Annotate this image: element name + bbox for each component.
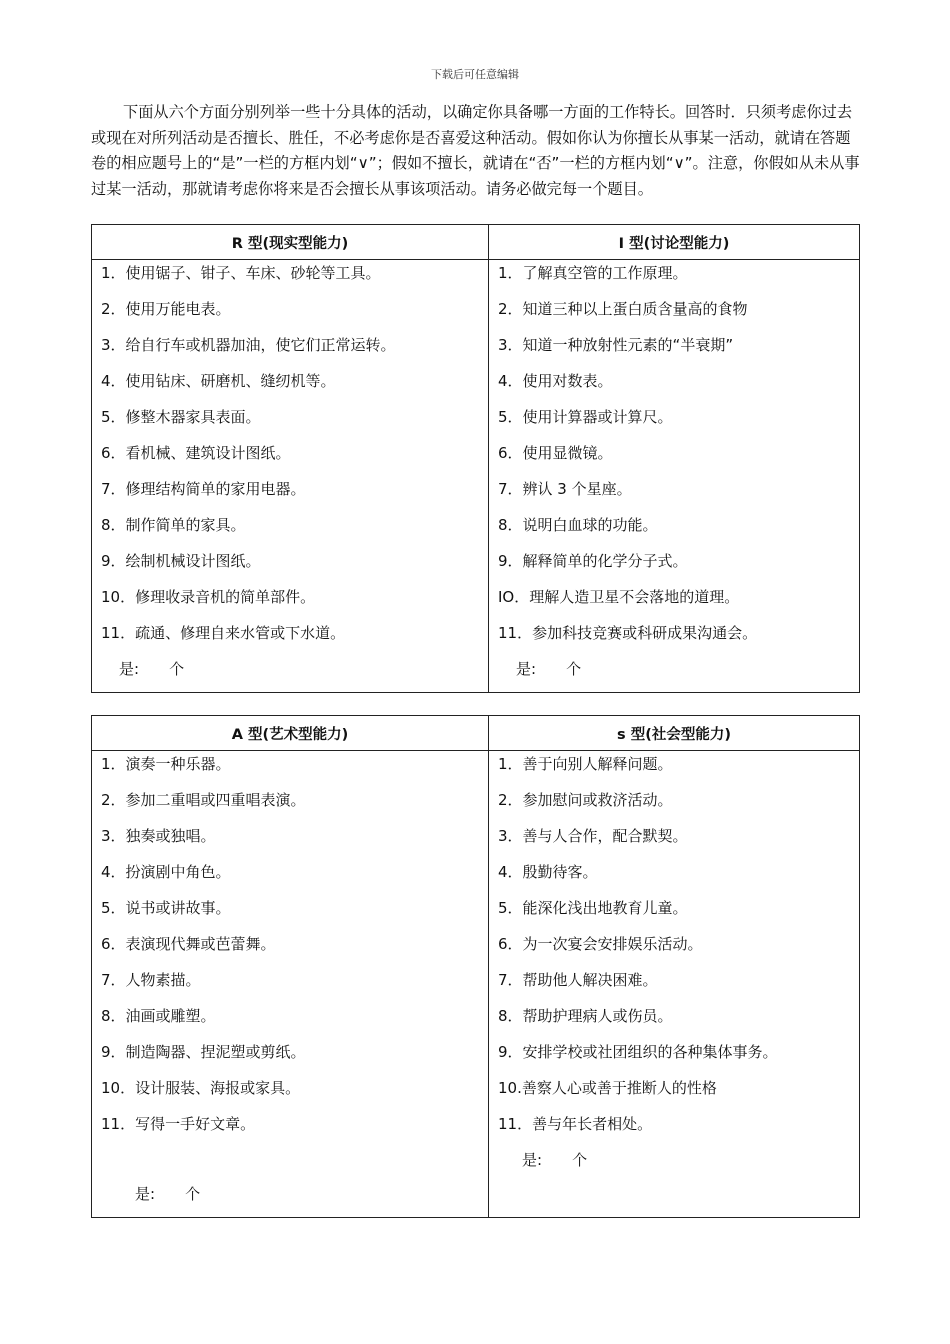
list-item: 4．扮演剧中角色。 (101, 863, 231, 881)
list-item: 2．知道三种以上蛋白质含量高的食物 (498, 300, 748, 318)
list-item: 3．独奏或独唱。 (101, 827, 216, 845)
a-type-yes-count (92, 1181, 488, 1217)
list-item: 10.善察人心或善于推断人的性格 (498, 1079, 717, 1097)
i-type-yes-count (489, 656, 859, 692)
i-type-items (489, 260, 860, 693)
list-item: 3．善与人合作，配合默契。 (498, 827, 688, 845)
count-unit: 个 (169, 660, 185, 678)
list-item: 11．疏通、修理自来水管或下水道。 (101, 624, 346, 642)
s-type-yes-count (489, 1147, 859, 1183)
column-header-i-type: I 型(讨论型能力) (489, 225, 860, 260)
count-unit: 个 (572, 1151, 588, 1169)
list-item: 9．制造陶器、捏泥塑或剪纸。 (101, 1043, 306, 1061)
list-item: 9．解释简单的化学分子式。 (498, 552, 688, 570)
list-item: 10．修理收录音机的简单部件。 (101, 588, 316, 606)
list-item: 5．修整木器家具表面。 (101, 408, 261, 426)
list-item: 11．参加科技竞赛或科研成果沟通会。 (498, 624, 758, 642)
list-item: 2．参加慰问或救济活动。 (498, 791, 673, 809)
list-item: 8．油画或雕塑。 (101, 1007, 216, 1025)
page-header-note: 下载后可任意编辑 (431, 68, 519, 81)
list-item: 9．安排学校或社团组织的各种集体事务。 (498, 1043, 778, 1061)
list-item: 4．使用钻床、研磨机、缝纫机等。 (101, 372, 336, 390)
list-item: 5．能深化浅出地教育儿童。 (498, 899, 688, 917)
list-item: 10．设计服装、海报或家具。 (101, 1079, 301, 1097)
list-item: 4．殷勤待客。 (498, 863, 598, 881)
ability-table-r-i (91, 224, 860, 693)
list-item: 1．使用锯子、钳子、车床、砂轮等工具。 (101, 264, 381, 282)
s-type-items (489, 751, 860, 1218)
list-item: 1．演奏一种乐器。 (101, 755, 231, 773)
list-item: 11．写得一手好文章。 (101, 1115, 256, 1133)
list-item: 5．说书或讲故事。 (101, 899, 231, 917)
ability-table-a-s (91, 715, 860, 1218)
yes-count-label: 是: (135, 1185, 156, 1203)
list-item: 3．给自行车或机器加油，使它们正常运转。 (101, 336, 396, 354)
r-type-yes-count (92, 656, 488, 692)
column-header-a-type: A 型(艺术型能力) (92, 716, 489, 751)
list-item: 6．为一次宴会安排娱乐活动。 (498, 935, 703, 953)
list-item: 1．善于向别人解释问题。 (498, 755, 673, 773)
list-item: 6．使用显微镜。 (498, 444, 613, 462)
list-item: 7．人物素描。 (101, 971, 201, 989)
list-item: 7．修理结构简单的家用电器。 (101, 480, 306, 498)
instructions-paragraph: 下面从六个方面分别列举一些十分具体的活动，以确定你具备哪一方面的工作特长。回答时．只须考虑你过去或现在对所列活动是否擅长、胜任，不必考虑你是否喜爱这种活动。假如你认为你擅长从事某一活动，就请在答题卷的相应题号上的“是”一栏的方框内划“∨”；假如不擅长，就请在“否”一栏的方框内划“∨”。注意，你假如从未从事过某一活动，那就请考虑你将来是否会擅长从事该项活动。请务必做完每一个题目。 (91, 103, 860, 198)
list-item: IO．理解人造卫星不会落地的道理。 (498, 588, 740, 606)
list-item: 9．绘制机械设计图纸。 (101, 552, 261, 570)
list-item: 2．使用万能电表。 (101, 300, 231, 318)
list-item: 8．帮助护理病人或伤员。 (498, 1007, 673, 1025)
list-item: 7．辨认 3 个星座。 (498, 480, 632, 498)
r-type-items (92, 260, 489, 693)
list-item: 6．看机械、建筑设计图纸。 (101, 444, 291, 462)
list-item: 5．使用计算器或计算尺。 (498, 408, 673, 426)
yes-count-label: 是: (522, 1151, 543, 1169)
count-unit: 个 (185, 1185, 201, 1203)
list-item: 1．了解真空管的工作原理。 (498, 264, 688, 282)
column-header-s-type: s 型(社会型能力) (489, 716, 860, 751)
column-header-r-type: R 型(现实型能力) (92, 225, 489, 260)
yes-count-label: 是: (119, 660, 140, 678)
a-type-items (92, 751, 489, 1218)
list-item: 3．知道一种放射性元素的“半衰期” (498, 336, 734, 354)
list-item: 2．参加二重唱或四重唱表演。 (101, 791, 306, 809)
list-item: 8．制作简单的家具。 (101, 516, 246, 534)
list-item: 4．使用对数表。 (498, 372, 613, 390)
list-item: 8．说明白血球的功能。 (498, 516, 658, 534)
yes-count-label: 是: (516, 660, 537, 678)
list-item: 7．帮助他人解决困难。 (498, 971, 658, 989)
list-item: 11．善与年长者相处。 (498, 1115, 653, 1133)
list-item: 6．表演现代舞或芭蕾舞。 (101, 935, 276, 953)
count-unit: 个 (566, 660, 582, 678)
